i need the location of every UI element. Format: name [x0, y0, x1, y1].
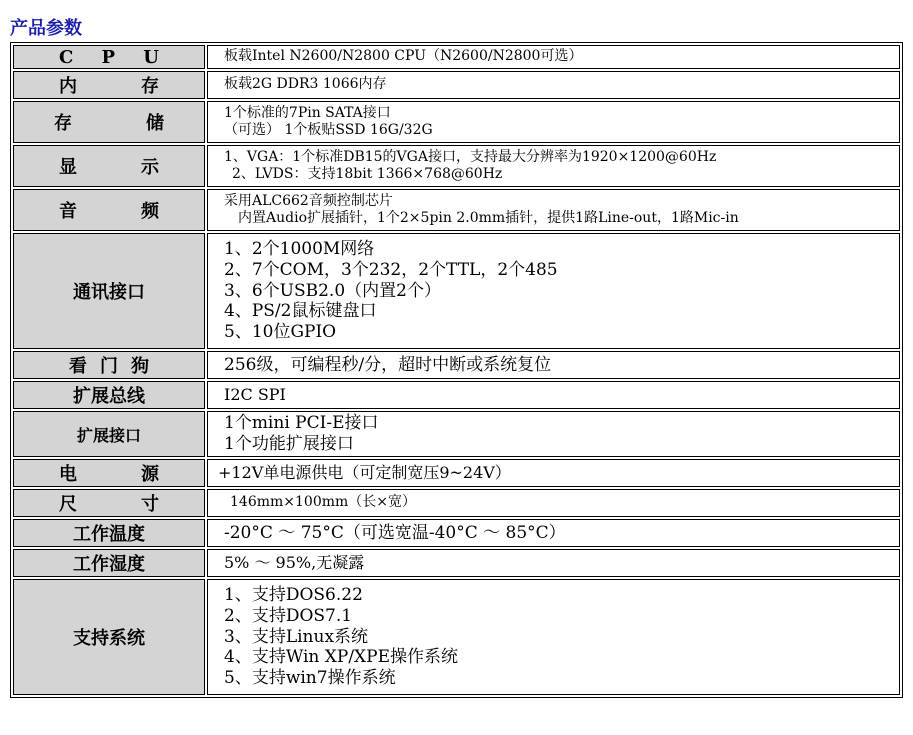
- label-display: 显 示: [13, 145, 205, 187]
- row-watchdog: [13, 351, 900, 379]
- row-cpu: [13, 45, 900, 69]
- row-storage: [13, 101, 900, 143]
- spec-table: [10, 42, 903, 698]
- label-comm-interfaces: 通讯接口: [13, 233, 205, 349]
- value-operating-temperature: -20°C ～ 75°C（可选宽温-40°C ～ 85°C）: [207, 519, 900, 547]
- value-audio: 采用ALC662音频控制芯片 内置Audio扩展插针，1个2×5pin 2.0mm插针，提供1路Line-out，1路Mic-in: [207, 189, 900, 231]
- row-power: [13, 459, 900, 487]
- label-audio: 音 频: [13, 189, 205, 231]
- label-cpu: C P U: [13, 45, 205, 69]
- label-operating-temperature: 工作温度: [13, 519, 205, 547]
- row-supported-os: [13, 579, 900, 695]
- row-memory: [13, 71, 900, 99]
- label-expansion-bus: 扩展总线: [13, 381, 205, 409]
- value-supported-os: 1、支持DOS6.22 2、支持DOS7.1 3、支持Linux系统 4、支持Win XP/XPE操作系统 5、支持win7操作系统: [207, 579, 900, 695]
- row-display: [13, 145, 900, 187]
- label-memory: 内 存: [13, 71, 205, 99]
- label-watchdog: 看 门 狗: [13, 351, 205, 379]
- label-power: 电 源: [13, 459, 205, 487]
- value-display: 1、VGA：1个标准DB15的VGA接口，支持最大分辨率为1920×1200@60Hz 2、LVDS：支持18bit 1366×768@60Hz: [207, 145, 900, 187]
- value-storage: 1个标准的7Pin SATA接口 （可选） 1个板贴SSD 16G/32G: [207, 101, 900, 143]
- value-expansion-interfaces: 1个mini PCI-E接口 1个功能扩展接口: [207, 411, 900, 457]
- row-comm-interfaces: [13, 233, 900, 349]
- label-supported-os: 支持系统: [13, 579, 205, 695]
- value-watchdog: 256级，可编程秒/分，超时中断或系统复位: [207, 351, 900, 379]
- row-operating-humidity: [13, 549, 900, 577]
- value-cpu: 板载Intel N2600/N2800 CPU（N2600/N2800可选）: [207, 45, 900, 69]
- label-dimensions: 尺 寸: [13, 489, 205, 517]
- value-memory: 板载2G DDR3 1066内存: [207, 71, 900, 99]
- label-operating-humidity: 工作湿度: [13, 549, 205, 577]
- value-comm-interfaces: 1、2个1000M网络 2、7个COM，3个232，2个TTL，2个485 3、6个USB2.0（内置2个） 4、PS/2鼠标键盘口 5、10位GPIO: [207, 233, 900, 349]
- row-operating-temperature: [13, 519, 900, 547]
- value-operating-humidity: 5% ～ 95%,无凝露: [207, 549, 900, 577]
- page-title: 产品参数: [10, 18, 82, 39]
- row-dimensions: [13, 489, 900, 517]
- row-expansion-bus: [13, 381, 900, 409]
- value-expansion-bus: I2C SPI: [207, 381, 900, 409]
- label-expansion-interfaces: 扩展接口: [13, 411, 205, 457]
- row-audio: [13, 189, 900, 231]
- label-storage: 存 储: [13, 101, 205, 143]
- value-dimensions: 146mm×100mm（长×宽）: [207, 489, 900, 517]
- value-power: +12V单电源供电（可定制宽压9~24V）: [207, 459, 900, 487]
- row-expansion-interfaces: [13, 411, 900, 457]
